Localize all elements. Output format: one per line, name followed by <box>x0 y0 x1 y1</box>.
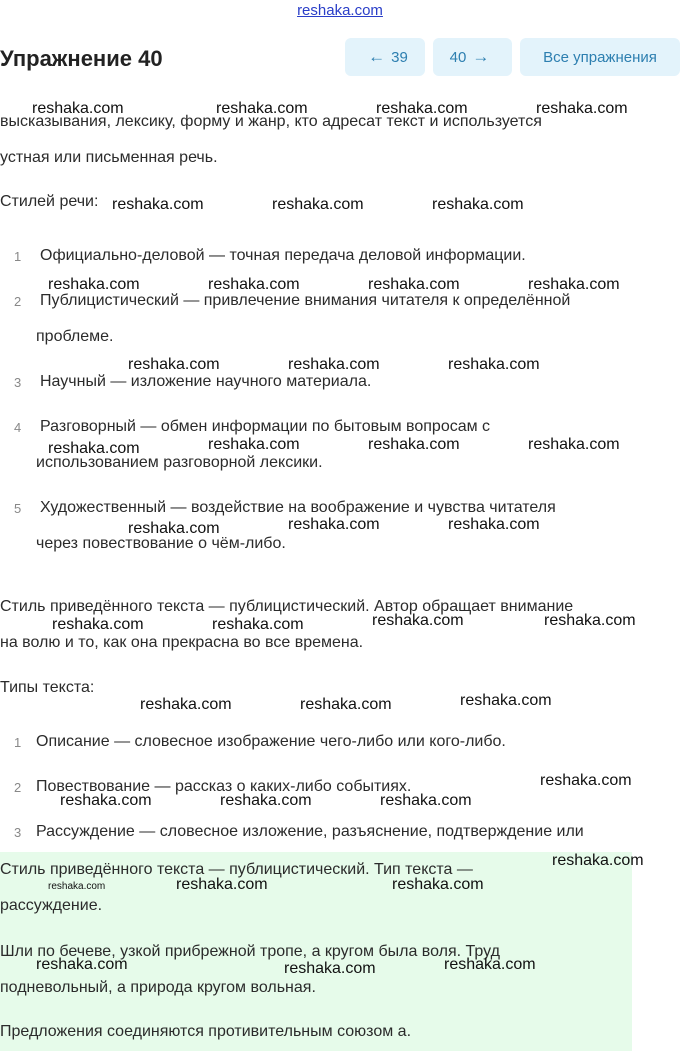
watermark: reshaka.com <box>288 356 380 373</box>
watermark: reshaka.com <box>220 792 312 809</box>
intro-line-2: устная или письменная речь. <box>0 149 218 166</box>
next-exercise-button[interactable] <box>433 38 512 76</box>
prev-exercise-button[interactable] <box>345 38 425 76</box>
answer-line-5: Предложения соединяются противительным союзом а. <box>0 1023 412 1040</box>
watermark: reshaka.com <box>392 876 484 893</box>
list-number: 1 <box>14 735 22 750</box>
watermark: reshaka.com <box>448 516 540 533</box>
answer-line-2: рассуждение. <box>0 897 103 914</box>
all-exercises-label: Все упражнения <box>543 48 657 66</box>
list-item-text: Официально-деловой — точная передача деловой информации. <box>40 247 526 264</box>
watermark: reshaka.com <box>48 440 140 457</box>
watermark: reshaka.com <box>528 436 620 453</box>
list-item-text: Рассуждение — словесное изложение, разъяснение, подтверждение или <box>36 823 584 840</box>
watermark: reshaka.com <box>444 956 536 973</box>
list-number: 2 <box>14 294 22 309</box>
top-bar <box>0 0 680 24</box>
watermark: reshaka.com <box>60 792 152 809</box>
list-item-text: Научный — изложение научного материала. <box>40 373 372 390</box>
answer-line-4: подневольный, а природа кругом вольная. <box>0 979 316 996</box>
watermark: reshaka.com <box>552 852 644 869</box>
all-exercises-button[interactable] <box>520 38 680 76</box>
intro-line-1: высказывания, лексику, форму и жанр, кто адресат текст и используется <box>0 113 542 130</box>
arrow-right-icon: → <box>472 47 490 66</box>
watermark: reshaka.com <box>128 520 220 537</box>
types-heading: Типы текста: <box>0 679 95 696</box>
list-number: 3 <box>14 375 22 390</box>
prev-exercise-label: 39 <box>391 48 408 66</box>
watermark: reshaka.com <box>536 100 628 117</box>
watermark: reshaka.com <box>48 276 140 293</box>
style-text-line-2: на волю и то, как она прекрасна во все времена. <box>0 634 364 651</box>
watermark: reshaka.com <box>528 276 620 293</box>
watermark: reshaka.com <box>376 100 468 117</box>
watermark: reshaka.com <box>380 792 472 809</box>
watermark: reshaka.com <box>48 881 106 892</box>
watermark: reshaka.com <box>544 612 636 629</box>
watermark: reshaka.com <box>112 196 204 213</box>
list-number: 3 <box>14 825 22 840</box>
list-item-text: проблеме. <box>36 328 114 345</box>
list-item-text: использованием разговорной лексики. <box>36 454 323 471</box>
watermark: reshaka.com <box>208 276 300 293</box>
list-item-text: Художественный — воздействие на воображение и чувства читателя <box>40 499 556 516</box>
list-item-text: Повествование — рассказ о каких-либо событиях. <box>36 778 412 795</box>
watermark: reshaka.com <box>368 436 460 453</box>
list-item-text: Разговорный — обмен информации по бытовым вопросам с <box>40 418 491 435</box>
watermark: reshaka.com <box>432 196 524 213</box>
watermark: reshaka.com <box>208 436 300 453</box>
watermark: reshaka.com <box>36 956 128 973</box>
list-number: 2 <box>14 780 22 795</box>
page-title: Упражнение 40 <box>0 46 163 71</box>
watermark: reshaka.com <box>368 276 460 293</box>
watermark: reshaka.com <box>216 100 308 117</box>
answer-line-1: Стиль приведённого текста — публицистический. Тип текста — <box>0 861 473 878</box>
watermark: reshaka.com <box>140 696 232 713</box>
styles-heading: Стилей речи: <box>0 193 99 210</box>
watermark: reshaka.com <box>372 612 464 629</box>
watermark: reshaka.com <box>300 696 392 713</box>
watermark: reshaka.com <box>448 356 540 373</box>
watermark: reshaka.com <box>284 960 376 977</box>
site-link[interactable]: reshaka.com <box>297 2 383 19</box>
next-exercise-label: 40 <box>449 48 467 66</box>
watermark: reshaka.com <box>52 616 144 633</box>
watermark: reshaka.com <box>540 772 632 789</box>
exercise-content <box>0 92 680 1051</box>
watermark: reshaka.com <box>288 516 380 533</box>
list-number: 1 <box>14 249 22 264</box>
list-item-text: Описание — словесное изображение чего-либо или кого-либо. <box>36 733 506 750</box>
answer-line-3: Шли по бечеве, узкой прибрежной тропе, а кругом была воля. Труд <box>0 943 500 960</box>
list-number: 4 <box>14 420 22 435</box>
watermark: reshaka.com <box>176 876 268 893</box>
watermark: reshaka.com <box>272 196 364 213</box>
list-item-text: через повествование о чём-либо. <box>36 535 286 552</box>
watermark: reshaka.com <box>32 100 124 117</box>
list-number: 5 <box>14 501 22 516</box>
list-item-text: Публицистический — привлечение внимания читателя к определённой <box>40 292 571 309</box>
watermark: reshaka.com <box>460 692 552 709</box>
style-text-line-1: Стиль приведённого текста — публицистический. Автор обращает внимание <box>0 598 574 615</box>
watermark: reshaka.com <box>128 356 220 373</box>
exercise-header <box>0 30 680 92</box>
arrow-left-icon: ← <box>368 47 386 66</box>
watermark: reshaka.com <box>212 616 304 633</box>
